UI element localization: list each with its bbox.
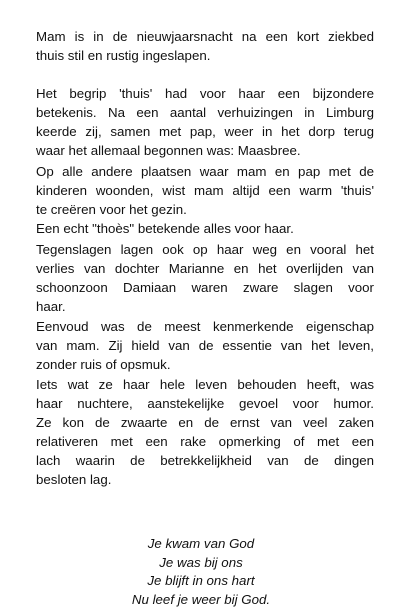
text-line: schoonzoon Damiaan waren zware slagen voor [36,280,374,295]
text-line: Ze kon de zwaarte en de ernst van veel zaken [36,415,374,430]
poem-line: Je was bij ons [159,554,243,570]
text-line: thuis stil en rustig ingeslapen. [36,48,211,63]
text-line: Eenvoud was de meest kenmerkende eigenschap [36,319,374,334]
text-line: zonder ruis of opsmuk. [36,357,171,372]
text-line: kinderen woonden, wist mam altijd een warm 'thuis' [36,183,374,198]
text-line: haar nuchtere, aanstekelijke gevoel voor humor. [36,396,374,411]
text-line: relativeren met een rake opmerking of met een [36,434,374,449]
text-line: Tegenslagen lagen ook op haar weg en vooral het [36,242,374,257]
paragraph-4 [36,240,374,316]
poem-line: Nu leef je weer bij God. [131,591,271,607]
paragraph-3 [36,162,374,238]
text-line: besloten lag. [36,472,112,487]
paragraph-1 [36,27,374,65]
paragraph-6 [36,375,374,489]
text-line: Op alle andere plaatsen waar mam en pap met de [36,164,374,179]
text-line: betekenis. Na een aantal verhuizingen in Limburg [36,105,374,120]
poem-line: Je kwam van God [147,536,255,551]
poem-line: Je blijft in ons hart [147,573,255,588]
text-line: te creëren voor het gezin. [36,202,187,217]
text-line: lach waarin de betrekkelijkheid van de dingen [36,453,374,468]
text-line: Het begrip 'thuis' had voor haar een bijzondere [36,86,374,101]
text-line: waar het allemaal begonnen was: Maasbree. [36,143,301,158]
closing-poem [0,535,402,609]
paragraph-2 [36,84,374,160]
text-line: Mam is in de nieuwjaarsnacht na een kort ziekbed [36,29,374,44]
text-line: van mam. Zij hield van de essentie van het leven, [36,338,374,353]
text-line: verlies van dochter Marianne en het overlijden van [36,261,374,276]
text-line: keerde zij, samen met pap, weer in het dorp terug [36,124,374,139]
text-line: Een echt "thoès" betekende alles voor haar. [36,221,294,236]
paragraph-5 [36,317,374,374]
text-line: Iets wat ze haar hele leven behouden heeft, was [36,377,374,392]
text-line: haar. [36,299,66,314]
